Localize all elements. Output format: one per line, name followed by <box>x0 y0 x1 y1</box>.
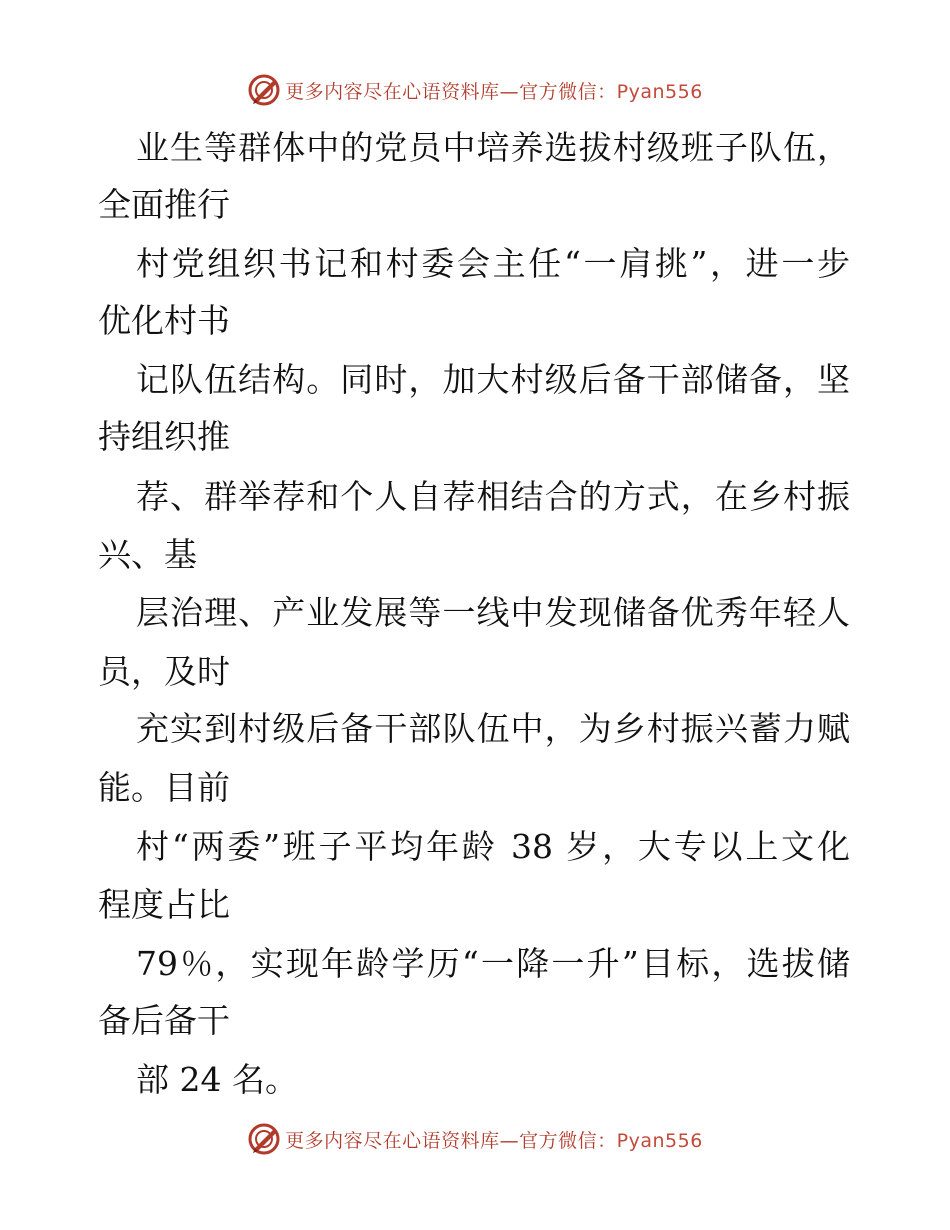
paragraph-line: 备后备干 <box>98 1001 230 1040</box>
paragraph-line: 优化村书 <box>98 301 230 340</box>
paragraph-line: 充实到村级后备干部队伍中，为乡村振兴蓄力赋 <box>136 709 850 748</box>
paragraph-line: 村“两委”班子平均年龄 38 岁，大专以上文化 <box>136 827 850 866</box>
paragraph-line: 能。目前 <box>98 768 230 807</box>
paragraph-line: 程度占比 <box>98 885 230 924</box>
paragraph-line: 村党组织书记和村委会主任“一肩挑”，进一步 <box>136 244 850 283</box>
paragraph-line: 层治理、产业发展等一线中发现储备优秀年轻人 <box>136 593 850 632</box>
paragraph-line: 全面推行 <box>98 185 230 224</box>
paragraph-line: 记队伍结构。同时，加大村级后备干部储备，坚 <box>136 360 850 399</box>
paragraph-line: 部 24 名。 <box>136 1060 298 1099</box>
footer-watermark <box>0 1119 950 1159</box>
watermark-text: 更多内容尽在心语资料库—官方微信：Pyan556 <box>285 80 703 103</box>
paragraph-line: 员，及时 <box>98 652 230 691</box>
pen-seal-icon <box>247 1122 281 1156</box>
watermark-text: 更多内容尽在心语资料库—官方微信：Pyan556 <box>285 1129 703 1152</box>
paragraph-line: 持组织推 <box>98 417 230 456</box>
paragraph-line: 79％，实现年龄学历“一降一升”目标，选拔储 <box>136 944 850 983</box>
paragraph-line: 荐、群举荐和个人自荐相结合的方式，在乡村振 <box>136 477 850 516</box>
paragraph-line: 兴、基 <box>98 535 197 574</box>
paragraph-line: 业生等群体中的党员中培养选拔村级班子队伍， <box>136 128 850 167</box>
